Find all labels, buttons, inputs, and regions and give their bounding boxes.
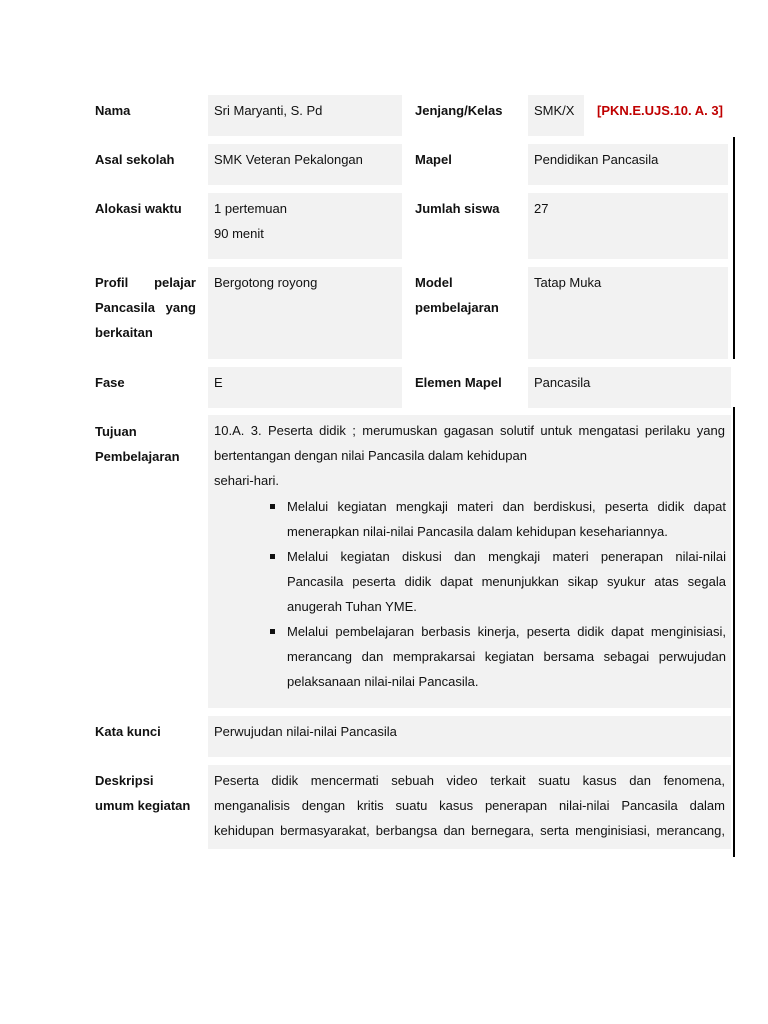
value-jenjang-kelas: SMK/X [528,95,584,136]
table-right-border-top [733,137,735,359]
objective-2-line2: Pancasila peserta didik dapat menunjukkan sikap syukur atas segala [287,574,726,589]
objective-2-line1: Melalui kegiatan diskusi dan mengkaji materi penerapan nilai-nilai [287,549,726,564]
label-tujuan-pembelajaran [95,419,180,469]
learning-objective-code: [PKN.E.UJS.10. A. 3] [597,103,723,118]
model-label-line2: pembelajaran [415,300,499,315]
label-nama: Nama [95,103,131,118]
square-bullet-icon [270,629,275,634]
deskripsi-line1: Peserta didik mencermati sebuah video terkait suatu kasus dan fenomena, [214,773,725,788]
model-label-line1: Model [415,275,453,290]
deskripsi-label-line2: umum kegiatan [95,798,191,813]
label-alokasi-waktu: Alokasi waktu [95,201,182,216]
profil-word-1: Profil [95,275,129,290]
objective-2-line3: anugerah Tuhan YME. [287,599,417,614]
label-elemen-mapel: Elemen Mapel [415,375,502,390]
tujuan-intro-line1: 10.A. 3. Peserta didik ; merumuskan gagasan solutif untuk mengatasi perilaku yang [214,423,725,438]
value-deskripsi-umum-kegiatan [208,765,731,849]
deskripsi-line2: menganalisis dengan kritis suatu kasus penerapan nilai-nilai Pancasila dalam [214,798,725,813]
profil-word-5: berkaitan [95,325,153,340]
square-bullet-icon [270,554,275,559]
list-item [262,544,726,619]
alokasi-menit: 90 menit [214,226,264,241]
profil-word-4: yang [165,300,196,315]
alokasi-pertemuan: 1 pertemuan [214,201,287,216]
profil-word-2: pelajar [154,275,196,290]
label-jumlah-siswa: Jumlah siswa [415,201,500,216]
value-fase: E [208,367,402,408]
label-model-pembelajaran [415,270,499,320]
label-profil-pelajar [95,270,196,345]
tujuan-intro-line2: bertentangan dengan nilai Pancasila dalam kehidupan [214,448,527,463]
objective-3-line2: merancang dan memprakarsai kegiatan bersama sebagai perwujudan [287,649,726,664]
value-alokasi-waktu [208,193,402,259]
objective-3-line3: pelaksanaan nilai-nilai Pancasila. [287,674,479,689]
value-model-pembelajaran: Tatap Muka [528,267,728,359]
square-bullet-icon [270,504,275,509]
objectives-list [262,494,726,694]
value-nama: Sri Maryanti, S. Pd [208,95,402,136]
label-asal-sekolah: Asal sekolah [95,152,175,167]
deskripsi-label-line1: Deskripsi [95,773,154,788]
tujuan-label-line1: Tujuan [95,424,137,439]
tujuan-intro-line3: sehari-hari. [214,473,280,488]
objective-1-line2: menerapkan nilai-nilai Pancasila dalam kehidupan kesehariannya. [287,524,668,539]
objective-1-line1: Melalui kegiatan mengkaji materi dan berdiskusi, peserta didik dapat [287,499,726,514]
value-asal-sekolah: SMK Veteran Pekalongan [208,144,402,185]
deskripsi-line3: kehidupan bermasyarakat, berbangsa dan bernegara, serta menginisiasi, merancang, [214,823,725,838]
label-mapel: Mapel [415,152,452,167]
label-jenjang-kelas: Jenjang/Kelas [415,103,503,118]
value-elemen-mapel: Pancasila [528,367,731,408]
list-item [262,494,726,544]
list-item [262,619,726,694]
table-right-border-bottom [733,407,735,857]
label-fase: Fase [95,375,125,390]
objective-3-line1: Melalui pembelajaran berbasis kinerja, peserta didik dapat menginisiasi, [287,624,726,639]
value-kata-kunci: Perwujudan nilai-nilai Pancasila [208,716,731,757]
label-deskripsi-umum-kegiatan [95,768,190,818]
tujuan-label-line2: Pembelajaran [95,449,180,464]
value-mapel: Pendidikan Pancasila [528,144,728,185]
label-kata-kunci: Kata kunci [95,724,161,739]
value-jumlah-siswa: 27 [528,193,728,259]
profil-word-3: Pancasila [95,300,155,315]
value-profil-pelajar: Bergotong royong [208,267,402,359]
